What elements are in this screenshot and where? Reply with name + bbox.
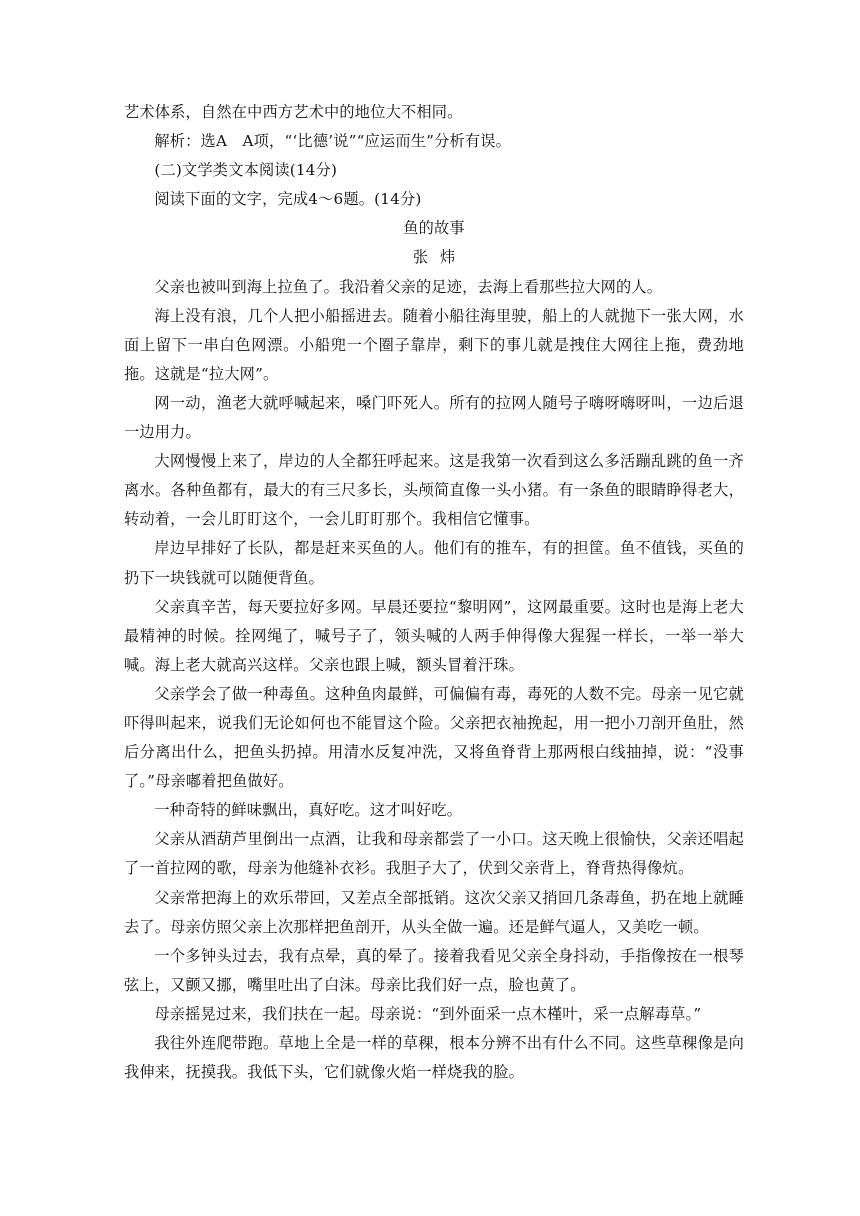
story-paragraph: 父亲真辛苦，每天要拉好多网。早晨还要拉“黎明网”，这网最重要。这时也是海上老大最精神的时候。拴网绳了，喊号子了，领头喊的人两手伸得像大猩猩一样长，一举一举大喊。海上老大就高兴这样。父亲也跟上喊，额头冒着汗珠。 — [124, 597, 744, 674]
story-paragraph: 我往外连爬带跑。草地上全是一样的草稞，根本分辨不出有什么不同。这些草稞像是向我伸来，抚摸我。我低下头，它们就像火焰一样烧我的脸。 — [124, 1034, 744, 1082]
story-paragraph: 父亲也被叫到海上拉鱼了。我沿着父亲的足迹，去海上看那些拉大网的人。 — [154, 277, 663, 296]
document-body — [124, 98, 744, 1087]
story-paragraph: 大网慢慢上来了，岸边的人全都狂呼起来。这是我第一次看到这么多活蹦乱跳的鱼一齐离水。各种鱼都有，最大的有三尺多长，头颅简直像一头小猪。有一条鱼的眼睛睁得老大，转动着，一会儿盯盯这个，一会儿盯盯那个。我相信它懂事。 — [124, 452, 744, 529]
story-paragraph: 岸边早排好了长队，都是赶来买鱼的人。他们有的推车，有的担筐。鱼不值钱，买鱼的扔下一块钱就可以随便背鱼。 — [124, 539, 744, 587]
story-paragraph: 网一动，渔老大就呼喊起来，嗓门吓死人。所有的拉网人随号子嗨呀嗨呀叫，一边后退一边用力。 — [124, 393, 744, 442]
story-paragraph: 一种奇特的鲜味飘出，真好吃。这才叫好吃。 — [154, 801, 463, 820]
paragraph-continuation: 艺术体系，自然在中西方艺术中的地位大不相同。 — [124, 103, 463, 121]
section-heading: (二)文学类文本阅读(14分) — [154, 161, 338, 180]
answer-explanation: 解析：选A A项，“‘比德’说”“应运而生”分析有误。 — [154, 132, 512, 151]
story-author: 张炜 — [412, 248, 468, 267]
story-paragraph: 父亲学会了做一种毒鱼。这种鱼肉最鲜，可偏偏有毒，毒死的人数不完。母亲一见它就吓得叫起来，说我们无论如何也不能冒这个险。父亲把衣袖挽起，用一把小刀剖开鱼肚，然后分离出什么，把鱼头扔掉。用清水反复冲洗，又将鱼脊背上那两根白线抽掉，说：“没事了。”母亲嘟着把鱼做好。 — [124, 684, 744, 791]
reading-instruction: 阅读下面的文字，完成4～6题。(14分) — [154, 190, 422, 209]
story-paragraph: 一个多钟头过去，我有点晕，真的晕了。接着我看见父亲全身抖动，手指像按在一根琴弦上，又颤又挪，嘴里吐出了白沫。母亲比我们好一点，脸也黄了。 — [124, 946, 744, 994]
story-paragraph: 母亲摇晃过来，我们扶在一起。母亲说：“到外面采一点木槿叶，采一点解毒草。” — [154, 1004, 702, 1023]
story-paragraph: 父亲常把海上的欢乐带回，又差点全部抵销。这次父亲又捎回几条毒鱼，扔在地上就睡去了。母亲仿照父亲上次那样把鱼剖开，从头全做一遍。还是鲜气逼人，又美吃一顿。 — [124, 888, 744, 936]
story-paragraph: 父亲从酒葫芦里倒出一点酒，让我和母亲都尝了一小口。这天晚上很愉快，父亲还唱起了一首拉网的歌，母亲为他缝补衣衫。我胆子大了，伏到父亲背上，脊背热得像炕。 — [124, 830, 744, 878]
story-paragraph: 海上没有浪，几个人把小船摇进去。随着小船往海里驶，船上的人就抛下一张大网，水面上留下一串白色网漂。小船兜一个圈子靠岸，剩下的事儿就是拽住大网往上拖，费劲地拖。这就是“拉大网”。 — [124, 306, 744, 383]
story-title: 鱼的故事 — [403, 219, 465, 238]
